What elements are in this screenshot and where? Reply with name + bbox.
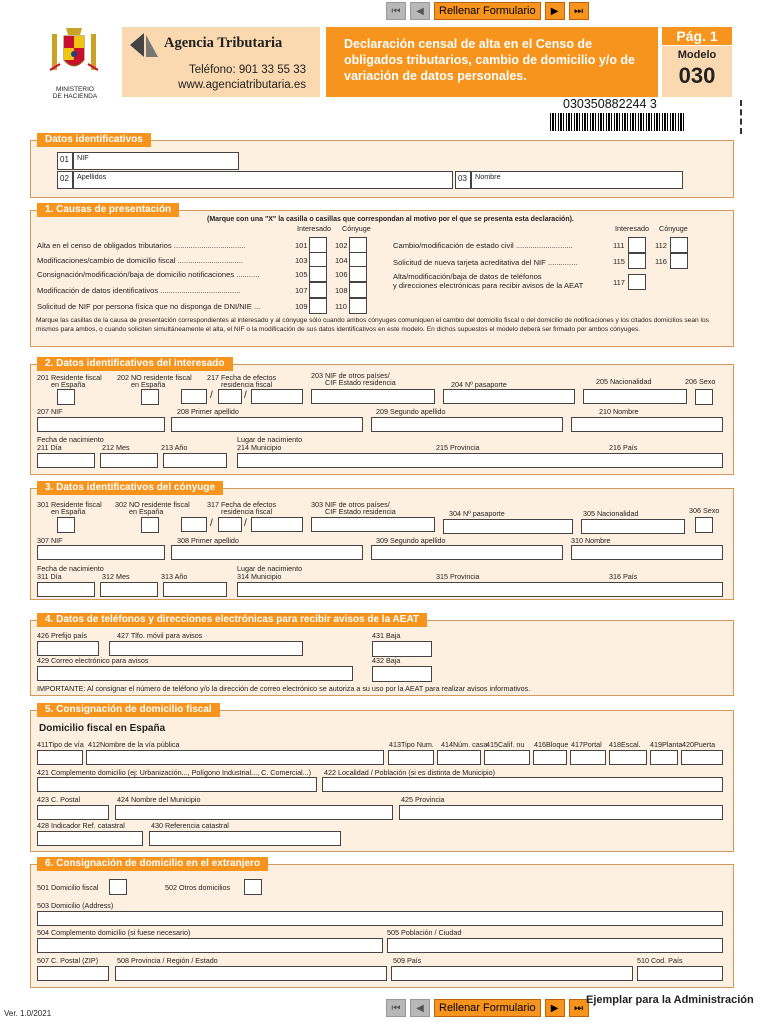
field-label: 311 Día bbox=[37, 572, 62, 581]
date-month-input[interactable] bbox=[218, 517, 242, 532]
field-label: Lugar de nacimiento bbox=[237, 435, 303, 444]
section-conyuge bbox=[30, 482, 734, 600]
field-label: 313 Año bbox=[161, 572, 188, 581]
field-label: 306 Sexo bbox=[689, 506, 720, 515]
fill-form-button[interactable]: Rellenar Formulario bbox=[434, 2, 541, 20]
field-label: 309 Segundo apellido bbox=[376, 536, 446, 545]
foreign-nif-input[interactable] bbox=[311, 517, 435, 532]
city-input[interactable] bbox=[387, 938, 723, 953]
cause-number: 106 bbox=[335, 270, 348, 279]
nif-input[interactable] bbox=[73, 152, 239, 170]
section-identification bbox=[30, 134, 734, 198]
fill-form-button[interactable]: Rellenar Formulario bbox=[434, 999, 541, 1017]
checkbox-105[interactable] bbox=[309, 266, 327, 282]
number-type-input[interactable] bbox=[388, 750, 434, 765]
field-label: residencia fiscal bbox=[221, 380, 273, 389]
field-label: 214 Municipio bbox=[237, 443, 282, 452]
checkbox-106[interactable] bbox=[349, 266, 367, 282]
field-label: 312 Mes bbox=[102, 572, 130, 581]
form-title: Declaración censal de alta en el Censo de obligados tributarios, cambio de domicilio y/o de variación de datos personales. bbox=[344, 37, 636, 83]
birth-day-input[interactable] bbox=[37, 453, 95, 468]
date-year-input[interactable] bbox=[251, 389, 303, 404]
instructions: (Marque con una "X" la casilla o casillas que correspondan al motivo por el que se presenta esta declaración). bbox=[207, 216, 574, 223]
form-title-box bbox=[326, 27, 658, 97]
field-label: 423 C. Postal bbox=[37, 795, 81, 804]
slash: / bbox=[244, 390, 247, 401]
cause-number: 101 bbox=[295, 241, 308, 250]
cause-label: Modificación de datos identificativos ...................................... bbox=[37, 286, 241, 295]
top-navigation bbox=[386, 2, 589, 20]
date-day-input[interactable] bbox=[181, 517, 207, 532]
field-label: 420Puerta bbox=[682, 740, 716, 749]
email-input[interactable] bbox=[37, 666, 353, 681]
nombre-label: Nombre bbox=[475, 172, 501, 181]
birth-year-input[interactable] bbox=[163, 453, 227, 468]
field-label: 415Calif. nu bbox=[486, 740, 525, 749]
last-page-icon[interactable]: ⏭ bbox=[569, 999, 589, 1017]
birth-year-input[interactable] bbox=[163, 582, 227, 597]
apellidos-input[interactable] bbox=[73, 171, 453, 189]
cause-number: 109 bbox=[295, 302, 308, 311]
section-title: 3. Datos identificativos del cónyuge bbox=[37, 481, 223, 495]
field-label: 501 Domicilio fiscal bbox=[37, 883, 99, 892]
field-number: 03 bbox=[455, 171, 471, 189]
door-input[interactable] bbox=[681, 750, 723, 765]
barcode bbox=[550, 113, 686, 131]
cause-label: Modificaciones/cambio de domicilio fiscal ............................... bbox=[37, 256, 243, 265]
field-label: 304 Nº pasaporte bbox=[449, 509, 505, 518]
modelo-label: Modelo bbox=[677, 49, 717, 61]
address-complement-input[interactable] bbox=[37, 777, 317, 792]
cause-number: 103 bbox=[295, 256, 308, 265]
field-number: 01 bbox=[57, 152, 73, 170]
birth-place-input[interactable] bbox=[237, 582, 723, 597]
first-surname-input[interactable] bbox=[171, 417, 363, 432]
field-label: 301 Residente fiscal bbox=[37, 500, 102, 509]
causes-note: Marque las casillas de la causa de presentación correspondientes al interesado y al cónyuge sólo cuando ambos cónyuges comuniquen el cambio del domicilio fiscal o del domicilio de notificaciones y los citados domicilios sean los mismos para ambos, o cuando soliciten simultáneamente el alta, el NIF o la modificación de sus datos identificativos en este modelo. En dichos supuestos el modelo deberá ser firmado por ambos cónyuges. bbox=[36, 317, 709, 333]
version-label: Ver. 1.0/2021 bbox=[4, 1009, 52, 1018]
field-label: 431 Baja bbox=[372, 631, 401, 640]
section-causes bbox=[30, 204, 734, 347]
fiscal-domicile-checkbox[interactable] bbox=[109, 879, 127, 895]
field-label: 503 Domicilio (Address) bbox=[37, 901, 114, 910]
apellidos-label: Apellidos bbox=[77, 172, 107, 181]
checkbox-112[interactable] bbox=[670, 237, 688, 253]
field-label: en España bbox=[51, 380, 86, 389]
field-label: 305 Nacionalidad bbox=[583, 509, 639, 518]
cause-number: 105 bbox=[295, 270, 308, 279]
checkbox-116[interactable] bbox=[670, 253, 688, 269]
field-label: 411Tipo de vía bbox=[37, 740, 84, 749]
field-label: 427 Tlfo. móvil para avisos bbox=[117, 631, 203, 640]
field-label: en España bbox=[129, 507, 164, 516]
nonresident-checkbox[interactable] bbox=[141, 389, 159, 405]
field-label: 215 Provincia bbox=[436, 443, 480, 452]
name-input[interactable] bbox=[571, 545, 723, 560]
field-label: 204 Nº pasaporte bbox=[451, 380, 507, 389]
field-label: 213 Año bbox=[161, 443, 188, 452]
field-label: 412Nombre de la vía pública bbox=[88, 740, 180, 749]
field-label: 419Planta bbox=[650, 740, 683, 749]
cadastral-reference-input[interactable] bbox=[149, 831, 341, 846]
field-label: 504 Complemento domicilio (si fuese necesario) bbox=[37, 928, 191, 937]
resident-checkbox[interactable] bbox=[57, 517, 75, 533]
cause-label: Consignación/modificación/baja de domicilio notificaciones ........... bbox=[37, 270, 260, 279]
checkbox-109[interactable] bbox=[309, 298, 327, 314]
field-label: 428 Indicador Ref. catastral bbox=[37, 821, 125, 830]
cut-mark bbox=[740, 100, 742, 134]
field-label: en España bbox=[131, 380, 166, 389]
date-month-input[interactable] bbox=[218, 389, 242, 404]
copy-label: Ejemplar para la Administración bbox=[586, 994, 754, 1006]
field-label: 424 Nombre del Municipio bbox=[117, 795, 201, 804]
street-name-input[interactable] bbox=[86, 750, 384, 765]
field-number: 02 bbox=[57, 171, 73, 189]
field-label: 202 NO residente fiscal bbox=[117, 373, 192, 382]
barcode-number: 030350882244 3 bbox=[563, 97, 657, 111]
birth-month-input[interactable] bbox=[100, 582, 158, 597]
cause-label: Solicitud de nueva tarjeta acreditativa del NIF .............. bbox=[393, 258, 578, 267]
slash: / bbox=[210, 518, 213, 529]
stair-input[interactable] bbox=[609, 750, 647, 765]
checkbox-117[interactable] bbox=[628, 274, 646, 290]
modelo-number: 030 bbox=[678, 63, 716, 88]
first-page-icon[interactable]: ⏮ bbox=[386, 999, 406, 1017]
field-label: 426 Prefijo país bbox=[37, 631, 87, 640]
portal-input[interactable] bbox=[570, 750, 606, 765]
zip-input[interactable] bbox=[37, 966, 109, 981]
section-contact bbox=[30, 614, 734, 696]
conyuge-header: Cónyuge bbox=[342, 224, 371, 233]
field-label: 432 Baja bbox=[372, 656, 401, 665]
field-label: 216 País bbox=[609, 443, 638, 452]
field-label: 212 Mes bbox=[102, 443, 130, 452]
field-label: 302 NO residente fiscal bbox=[115, 500, 190, 509]
floor-input[interactable] bbox=[650, 750, 678, 765]
nif-input[interactable] bbox=[37, 417, 165, 432]
next-page-icon[interactable]: ▶ bbox=[545, 2, 565, 20]
checkbox-108[interactable] bbox=[349, 282, 367, 298]
section-fiscal-address bbox=[30, 704, 734, 852]
field-label: 421 Complemento domicilio (ej: Urbanización..., Polígono Industrial..., C. Comercial...) bbox=[37, 768, 312, 777]
section-title: Datos identificativos bbox=[37, 133, 151, 147]
field-label: 207 NIF bbox=[37, 407, 63, 416]
agency-phone: Teléfono: 901 33 55 33 bbox=[188, 64, 306, 76]
birth-day-input[interactable] bbox=[37, 582, 95, 597]
country-prefix-input[interactable] bbox=[37, 641, 99, 656]
coat-of-arms-logo bbox=[48, 24, 100, 86]
province-input[interactable] bbox=[399, 805, 723, 820]
sex-input[interactable] bbox=[695, 389, 713, 405]
section-title: 5. Consignación de domicilio fiscal bbox=[37, 703, 220, 717]
field-label: 201 Residente fiscal bbox=[37, 373, 102, 382]
cadastral-indicator-input[interactable] bbox=[37, 831, 143, 846]
cause-label: Solicitud de NIF por persona física que no disponga de DNI/NIE ... bbox=[37, 302, 261, 311]
sex-input[interactable] bbox=[695, 517, 713, 533]
birth-month-input[interactable] bbox=[100, 453, 158, 468]
agency-logo-icon bbox=[130, 33, 158, 62]
second-surname-input[interactable] bbox=[371, 417, 563, 432]
ministry-line1: MINISTERIO bbox=[56, 86, 94, 93]
cause-number: 110 bbox=[335, 302, 347, 311]
field-label: 505 Población / Ciudad bbox=[387, 928, 462, 937]
nif-input[interactable] bbox=[37, 545, 165, 560]
locality-input[interactable] bbox=[322, 777, 723, 792]
checkbox-107[interactable] bbox=[309, 282, 327, 298]
passport-input[interactable] bbox=[443, 519, 573, 534]
interesado-header: Interesado bbox=[615, 224, 649, 233]
ministry-label bbox=[44, 86, 106, 100]
last-page-icon[interactable]: ⏭ bbox=[569, 2, 589, 20]
field-label: CIF Estado residencia bbox=[325, 507, 396, 516]
checkbox-101[interactable] bbox=[309, 237, 327, 253]
number-qualifier-input[interactable] bbox=[484, 750, 530, 765]
field-label: Fecha de nacimiento bbox=[37, 435, 104, 444]
field-label: 208 Primer apellido bbox=[177, 407, 239, 416]
field-label: 206 Sexo bbox=[685, 377, 716, 386]
cause-label: y direcciones electrónicas para recibir avisos de la AEAT bbox=[393, 281, 584, 290]
field-label: 303 NIF de otros países/ bbox=[311, 500, 390, 509]
cause-number: 116 bbox=[655, 257, 667, 266]
email-unsubscribe-checkbox[interactable] bbox=[372, 666, 432, 682]
field-label: Lugar de nacimiento bbox=[237, 564, 303, 573]
field-label: 509 País bbox=[393, 956, 422, 965]
cause-number: 102 bbox=[335, 241, 348, 250]
foreign-nif-input[interactable] bbox=[311, 389, 435, 404]
section-title: 6. Consignación de domicilio en el extranjero bbox=[37, 857, 268, 871]
first-surname-input[interactable] bbox=[171, 545, 363, 560]
region-input[interactable] bbox=[115, 966, 387, 981]
prev-page-icon[interactable]: ◀ bbox=[410, 999, 430, 1017]
nif-label: NIF bbox=[77, 153, 89, 162]
agency-box bbox=[122, 27, 320, 97]
field-label: 209 Segundo apellido bbox=[376, 407, 446, 416]
field-label: 510 Cod. País bbox=[637, 956, 683, 965]
agency-web: www.agenciatributaria.es bbox=[178, 79, 306, 91]
nationality-input[interactable] bbox=[581, 519, 685, 534]
section-foreign-address bbox=[30, 858, 734, 988]
date-day-input[interactable] bbox=[181, 389, 207, 404]
field-label: 203 NIF de otros países/ bbox=[311, 371, 390, 380]
street-type-input[interactable] bbox=[37, 750, 83, 765]
field-label: 310 Nombre bbox=[571, 536, 611, 545]
section-title: 2. Datos identificativos del interesado bbox=[37, 357, 233, 371]
postal-code-input[interactable] bbox=[37, 805, 109, 820]
field-label: 314 Municipio bbox=[237, 572, 282, 581]
cause-number: 111 bbox=[613, 241, 625, 250]
field-label: 217 Fecha de efectos bbox=[207, 373, 277, 382]
first-page-icon[interactable]: ⏮ bbox=[386, 2, 406, 20]
block-input[interactable] bbox=[533, 750, 567, 765]
field-label: 422 Localidad / Población (si es distinta de Municipio) bbox=[324, 768, 496, 777]
slash: / bbox=[244, 518, 247, 529]
cause-number: 104 bbox=[335, 256, 348, 265]
field-label: 413Tipo Num. bbox=[389, 740, 434, 749]
section-title: 1. Causas de presentación bbox=[37, 203, 179, 217]
page-number: Pág. 1 bbox=[662, 27, 732, 45]
field-label: 430 Referencia catastral bbox=[151, 821, 229, 830]
field-label: 507 C. Postal (ZIP) bbox=[37, 956, 99, 965]
modelo-box bbox=[662, 46, 732, 97]
field-label: 416Bloque bbox=[534, 740, 569, 749]
foreign-complement-input[interactable] bbox=[37, 938, 383, 953]
field-label: 418Escal. bbox=[609, 740, 641, 749]
subsection-title: Domicilio fiscal en España bbox=[39, 723, 166, 734]
phone-unsubscribe-checkbox[interactable] bbox=[372, 641, 432, 657]
other-domicile-checkbox[interactable] bbox=[244, 879, 262, 895]
date-year-input[interactable] bbox=[251, 517, 303, 532]
municipality-input[interactable] bbox=[115, 805, 393, 820]
cause-number: 115 bbox=[613, 257, 625, 266]
nombre-input[interactable] bbox=[471, 171, 683, 189]
interesado-header: Interesado bbox=[297, 224, 331, 233]
section-title: 4. Datos de teléfonos y direcciones electrónicas para recibir avisos de la AEAT bbox=[37, 613, 427, 627]
cause-label: Alta/modificación/baja de datos de teléfonos bbox=[393, 272, 542, 281]
mobile-phone-input[interactable] bbox=[109, 641, 303, 656]
field-label: Fecha de nacimiento bbox=[37, 564, 104, 573]
field-label: 414Núm. casa bbox=[441, 740, 488, 749]
field-label: 425 Provincia bbox=[401, 795, 445, 804]
country-input[interactable] bbox=[391, 966, 633, 981]
cause-label: Alta en el censo de obligados tributarios .................................. bbox=[37, 241, 246, 250]
checkbox-102[interactable] bbox=[349, 237, 367, 253]
country-code-input[interactable] bbox=[637, 966, 723, 981]
field-label: 417Portal bbox=[571, 740, 602, 749]
checkbox-111[interactable] bbox=[628, 237, 646, 253]
field-label: 502 Otros domicilios bbox=[165, 883, 231, 892]
field-label: 210 Nombre bbox=[599, 407, 639, 416]
field-label: 205 Nacionalidad bbox=[596, 377, 652, 386]
prev-page-icon[interactable]: ◀ bbox=[410, 2, 430, 20]
next-page-icon[interactable]: ▶ bbox=[545, 999, 565, 1017]
field-label: CIF Estado residencia bbox=[325, 378, 396, 387]
field-label: 211 Día bbox=[37, 443, 62, 452]
field-label: 308 Primer apellido bbox=[177, 536, 239, 545]
name-input[interactable] bbox=[571, 417, 723, 432]
house-number-input[interactable] bbox=[437, 750, 481, 765]
field-label: 429 Correo electrónico para avisos bbox=[37, 656, 149, 665]
bottom-navigation bbox=[386, 999, 589, 1017]
nonresident-checkbox[interactable] bbox=[141, 517, 159, 533]
nationality-input[interactable] bbox=[583, 389, 687, 404]
field-label: 317 Fecha de efectos bbox=[207, 500, 277, 509]
cause-number: 117 bbox=[613, 278, 625, 287]
cause-number: 107 bbox=[295, 286, 308, 295]
field-label: 508 Provincia / Región / Estado bbox=[117, 956, 218, 965]
field-label: 315 Provincia bbox=[436, 572, 480, 581]
agency-name: Agencia Tributaria bbox=[164, 35, 283, 51]
passport-input[interactable] bbox=[443, 389, 575, 404]
ministry-line2: DE HACIENDA bbox=[52, 93, 98, 100]
field-label: 307 NIF bbox=[37, 536, 63, 545]
contact-note: IMPORTANTE: Al consignar el número de teléfono y/o la dirección de correo electrónico se autoriza a su uso por la AEAT para realizar avisos informativos. bbox=[37, 684, 531, 693]
field-label: residencia fiscal bbox=[221, 507, 273, 516]
foreign-address-input[interactable] bbox=[37, 911, 723, 926]
cause-number: 112 bbox=[655, 241, 667, 250]
second-surname-input[interactable] bbox=[371, 545, 563, 560]
birth-place-input[interactable] bbox=[237, 453, 723, 468]
checkbox-115[interactable] bbox=[628, 253, 646, 269]
cause-number: 108 bbox=[335, 286, 348, 295]
field-label: 316 País bbox=[609, 572, 638, 581]
checkbox-110[interactable] bbox=[349, 298, 367, 314]
section-interesado bbox=[30, 358, 734, 475]
slash: / bbox=[210, 390, 213, 401]
field-label: en España bbox=[51, 507, 86, 516]
resident-checkbox[interactable] bbox=[57, 389, 75, 405]
cause-label: Cambio/modificación de estado civil ........................... bbox=[393, 241, 573, 250]
conyuge-header: Cónyuge bbox=[659, 224, 688, 233]
